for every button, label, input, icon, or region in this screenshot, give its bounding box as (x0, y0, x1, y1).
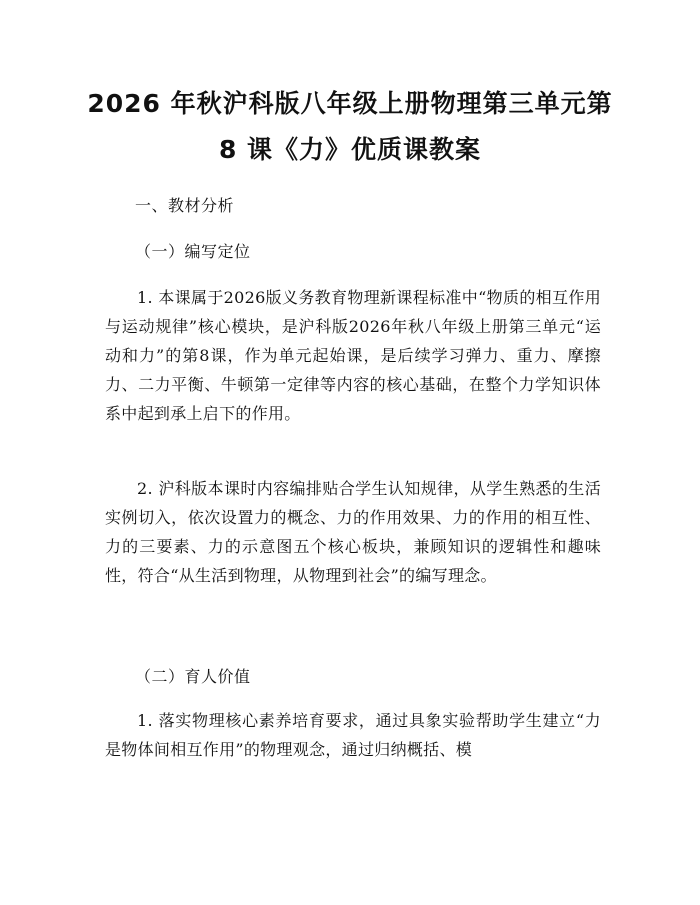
paragraph-2: 2. 沪科版本课时内容编排贴合学生认知规律，从学生熟悉的生活实例切入，依次设置力的概念、力的作用效果、力的作用的相互性、力的三要素、力的示意图五个核心板块，兼顾知识的逻辑性和趣味性，符合“从生活到物理，从物理到社会”的编写理念。 (105, 479, 601, 585)
section-heading-textbook-analysis: 一、教材分析 (135, 196, 235, 215)
document-title-line-2: 8 课《力》优质课教案 (218, 135, 482, 164)
subsection-heading-positioning: （一）编写定位 (135, 242, 251, 261)
document-title-line-1: 2026 年秋沪科版八年级上册物理第三单元第 (87, 89, 613, 118)
paragraph-3: 1. 落实物理核心素养培育要求，通过具象实验帮助学生建立“力是物体间相互作用”的物理观念，通过归纳概括、模 (105, 711, 601, 759)
subsection-heading-educational-value: （二）育人价值 (135, 667, 251, 686)
paragraph-1: 1. 本课属于2026版义务教育物理新课程标准中“物质的相互作用与运动规律”核心模块，是沪科版2026年秋八年级上册第三单元“运动和力”的第8课，作为单元起始课，是后续学习弹力、重力、摩擦力、二力平衡、牛顿第一定律等内容的核心基础，在整个力学知识体系中起到承上启下的作用。 (105, 288, 601, 423)
